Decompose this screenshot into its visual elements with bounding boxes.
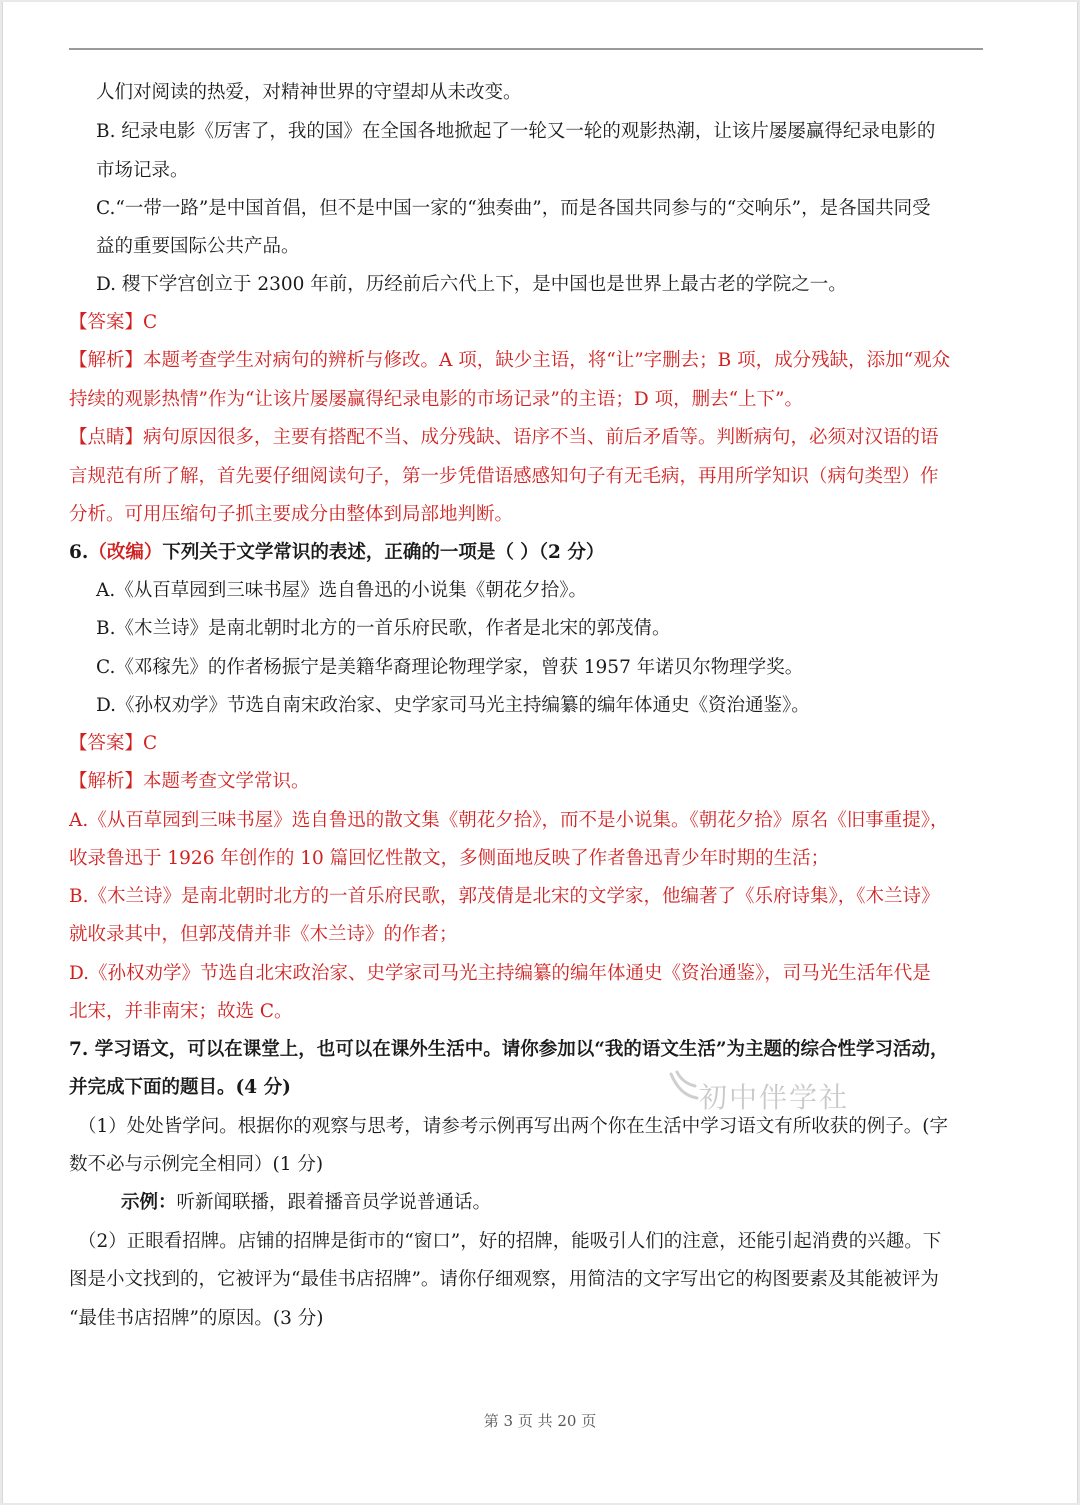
q7-stem-cont: 并完成下面的题目。(4 分) (69, 1077, 291, 1098)
q6-answer: 【答案】C (69, 733, 158, 754)
q7-part2-cont: 图是小文找到的，它被评为“最佳书店招牌”。请你仔细观察，用简洁的文字写出它的构图要素及其能被评为 (69, 1269, 939, 1290)
q5-answer: 【答案】C (69, 312, 158, 333)
q6-explain-d-cont: 北宋，并非南宋；故选 C。 (69, 1001, 293, 1022)
q6-explain-a-cont: 收录鲁迅于 1926 年创作的 10 篇回忆性散文，多侧面地反映了作者鲁迅青少年时期的生活； (69, 848, 830, 869)
q6-explain-d: D.《孙权劝学》节选自北宋政治家、史学家司马光主持编纂的编年体通史《资治通鉴》，司马光生活年代是 (69, 963, 931, 984)
q7-part1: （1）处处皆学问。根据你的观察与思考，请参考示例再写出两个你在生活中学习语文有所收获的例子。(字 (78, 1116, 948, 1137)
q7-example (121, 1191, 491, 1215)
q5-option-c-cont: 益的重要国际公共产品。 (96, 236, 300, 257)
example-label: 示例： (121, 1192, 177, 1213)
q7-stem: 7. 学习语文，可以在课堂上，也可以在课外生活中。请你参加以“我的语文生活”为主题的综合性学习活动， (69, 1039, 949, 1060)
q7-part1-cont: 数不必与示例完全相同）(1 分) (69, 1154, 324, 1175)
q6-explain-b-cont: 就收录其中，但郭茂倩并非《木兰诗》的作者； (69, 924, 458, 945)
q6-option-d: D.《孙权劝学》节选自南宋政治家、史学家司马光主持编纂的编年体通史《资治通鉴》。 (96, 695, 810, 716)
q5-tip-cont: 言规范有所了解，首先要仔细阅读句子，第一步凭借语感感知句子有无毛病，再用所学知识（病句类型）作 (69, 466, 939, 487)
q5-line: 人们对阅读的热爱，对精神世界的守望却从未改变。 (96, 82, 522, 103)
q5-option-b-cont: 市场记录。 (96, 160, 189, 181)
q5-analysis: 【解析】本题考查学生对病句的辨析与修改。A 项，缺少主语，将“让”字删去；B 项，成分残缺，添加“观众 (69, 350, 951, 371)
q5-option-c: C.“一带一路”是中国首倡，但不是中国一家的“独奏曲”，而是各国共同参与的“交响乐”，是各国共同受 (96, 198, 931, 219)
q6-explain-a: A.《从百草园到三味书屋》选自鲁迅的散文集《朝花夕拾》，而不是小说集。《朝花夕拾》原名《旧事重提》， (69, 810, 949, 831)
q7-part2: （2）正眼看招牌。店铺的招牌是街市的“窗口”，好的招牌，能吸引人们的注意，还能引起消费的兴趣。下 (78, 1231, 942, 1252)
watermark (667, 1068, 897, 1138)
q5-option-b: B. 纪录电影《厉害了，我的国》在全国各地掀起了一轮又一轮的观影热潮，让该片屡屡赢得纪录电影的 (96, 121, 936, 142)
q6-explain-b: B.《木兰诗》是南北朝时北方的一首乐府民歌，郭茂倩是北宋的文学家，他编著了《乐府诗集》，《木兰诗》 (69, 886, 940, 907)
q6-stem-text: 下列关于文学常识的表述，正确的一项是（ ）（2 分） (162, 542, 605, 563)
q7-part2-cont: “最佳书店招牌”的原因。(3 分) (69, 1308, 324, 1329)
q6-number: 6. (69, 542, 89, 563)
q5-tip-cont: 分析。可用压缩句子抓主要成分由整体到局部地判断。 (69, 504, 514, 525)
q6-stem (69, 541, 604, 565)
document-page (2, 2, 1078, 1503)
watermark-text: 初中伴学社 (699, 1081, 850, 1114)
q6-tag: （改编） (88, 542, 163, 563)
q5-tip: 【点睛】病句原因很多，主要有搭配不当、成分残缺、语序不当、前后矛盾等。判断病句，必须对汉语的语 (69, 427, 939, 448)
example-text: 听新闻联播，跟着播音员学说普通话。 (176, 1192, 492, 1213)
q6-option-a: A.《从百草园到三味书屋》选自鲁迅的小说集《朝花夕拾》。 (96, 580, 587, 601)
page-footer: 第 3 页 共 20 页 (483, 1412, 597, 1430)
q5-option-d: D. 稷下学宫创立于 2300 年前，历经前后六代上下，是中国也是世界上最古老的学院之一。 (96, 274, 847, 295)
header-rule (69, 48, 983, 50)
q6-analysis: 【解析】本题考查文学常识。 (69, 771, 310, 792)
q6-option-b: B.《木兰诗》是南北朝时北方的一首乐府民歌，作者是北宋的郭茂倩。 (96, 618, 671, 639)
q5-analysis-cont: 持续的观影热情”作为“让该片屡屡赢得纪录电影的市场记录”的主语；D 项，删去“上下”。 (69, 389, 804, 410)
q6-option-c: C.《邓稼先》的作者杨振宁是美籍华裔理论物理学家，曾获 1957 年诺贝尔物理学奖。 (96, 657, 804, 678)
